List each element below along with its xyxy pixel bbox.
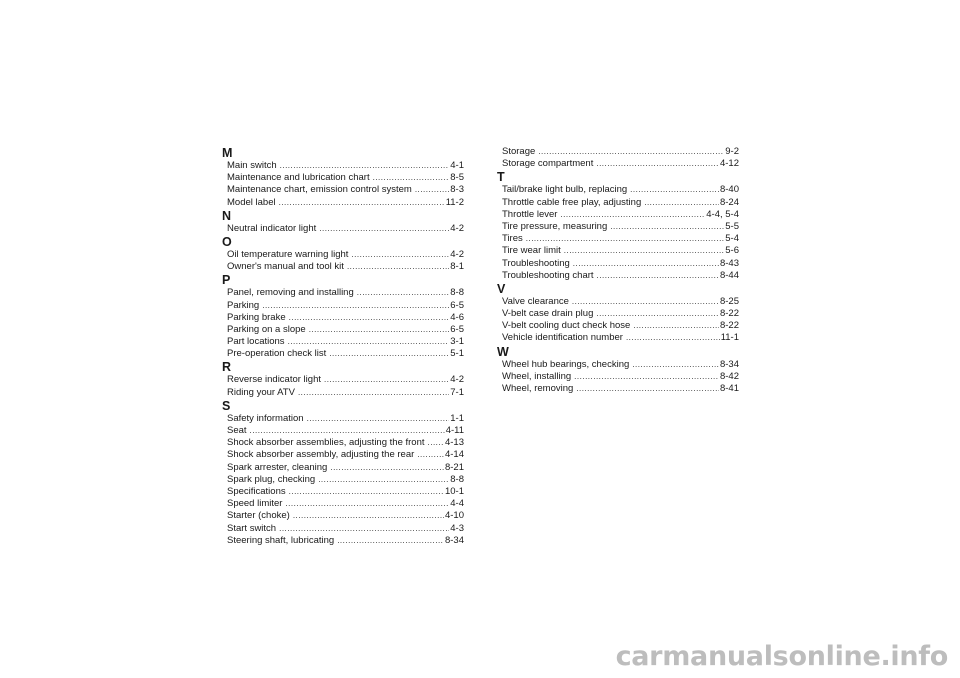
index-letter-heading: W [497,344,509,359]
index-entry-label: Reverse indicator light [227,374,321,386]
index-entry [496,270,739,282]
index-entry [496,184,739,196]
index-entry-page: 8-25 [719,295,739,307]
index-entry-page: 4-14 [444,449,464,461]
dot-leader [307,413,450,425]
index-entry [496,209,739,221]
dot-leader [632,359,719,371]
index-entry-page: 8-1 [450,261,464,273]
dot-leader [250,425,445,437]
index-entry [496,296,739,308]
index-entry-label: Start switch [227,522,277,534]
index-entry [221,486,464,498]
index-entry [221,184,464,196]
index-entry-label: Neutral indicator light [227,222,317,234]
index-entry-page: 11-1 [720,332,739,344]
dot-leader [288,336,450,348]
index-entry-label: Storage compartment [502,158,594,170]
index-entry [221,474,464,486]
index-entry-label: Tires [502,233,523,245]
index-entry-label: Oil temperature warning light [227,248,349,260]
index-entry [496,308,739,320]
index-entry-page: 4-4 [450,498,464,510]
index-entry-page: 4-12 [719,158,739,170]
index-entry-label: Part locations [227,336,285,348]
index-entry-page: 7-1 [450,386,464,398]
index-entry-page: 4-2 [450,222,464,234]
index-entry [221,160,464,172]
index-entry-page: 8-22 [719,308,739,320]
index-entry-page: 11-2 [445,196,464,208]
index-entry-page: 4-2 [450,248,464,260]
index-entry [496,233,739,245]
dot-leader [428,437,444,449]
index-entry-page: 8-43 [719,257,739,269]
index-entry-page: 8-21 [444,461,464,473]
index-entry-label: Storage [502,146,536,157]
index-entry-page: 4-13 [444,437,464,449]
dot-leader [329,348,449,360]
index-entry [496,258,739,270]
index-entry [221,425,464,437]
index-entry [221,437,464,449]
watermark: carmanualsonline.info [615,641,948,672]
index-letter-heading: R [222,360,232,375]
index-entry-label: Specifications [227,485,286,497]
index-entry [221,172,464,184]
dot-leader [576,383,719,395]
index-entry-label: Throttle lever [502,208,558,220]
index-entry-page: 5-5 [725,220,739,232]
dot-leader [572,296,719,308]
dot-leader [596,308,719,320]
index-entry [221,249,464,261]
index-entry-label: Speed limiter [227,498,283,510]
index-entry-page: 4-2 [450,374,464,386]
dot-leader [417,449,444,461]
index-entry-label: Throttle cable free play, adjusting [502,196,642,208]
index-entry-page: 4-4, 5-4 [706,208,739,220]
index-entry-label: Riding your ATV [227,386,295,398]
dot-leader [630,184,719,196]
index-entry-page: 8-42 [719,370,739,382]
index-entry-label: V-belt case drain plug [502,308,594,320]
index-entry [496,320,739,332]
dot-leader [560,209,705,221]
dot-leader [280,160,450,172]
index-entry [221,287,464,299]
index-letter-heading: V [497,281,506,296]
index-entry [496,158,739,170]
index-entry-page: 8-40 [719,184,739,196]
index-letter-heading: M [222,146,233,160]
index-entry-label: Tire wear limit [502,245,561,257]
index-entry-page: 4-3 [450,522,464,534]
index-entry-label: V-belt cooling duct check hose [502,320,631,332]
index-entry-label: Steering shaft, lubricating [227,534,335,546]
index-entry-label: Maintenance chart, emission control system [227,184,412,196]
index-entry [496,221,739,233]
index-entry-label: Pre-operation check list [227,348,327,360]
index-entry [221,312,464,324]
index-entry [221,413,464,425]
dot-leader [289,486,444,498]
dot-leader [318,474,449,486]
index-entry [496,245,739,257]
index-entry-page: 6-5 [450,323,464,335]
index-entry-page: 8-34 [444,534,464,546]
index-entry-label: Parking brake [227,311,286,323]
dot-leader [330,462,444,474]
dot-leader [351,249,449,261]
dot-leader [644,197,719,209]
index-entry-page: 8-44 [719,269,739,281]
index-entry-label: Valve clearance [502,295,569,307]
index-entry [221,336,464,348]
dot-leader [357,287,450,299]
dot-leader [373,172,450,184]
index-entry-page: 4-10 [444,510,464,522]
index-letter-heading: S [222,398,231,413]
index-entry-page: 10-1 [444,485,464,497]
index-entry-label: Shock absorber assemblies, adjusting the front [227,437,425,449]
dot-leader [415,184,449,196]
index-column-right [496,146,739,395]
index-entry [221,523,464,535]
index-entry [496,197,739,209]
index-entry-label: Seat [227,425,247,436]
index-entry-page: 8-41 [719,383,739,394]
index-entry [221,387,464,399]
index-entry-label: Troubleshooting [502,257,570,269]
index-entry-label: Troubleshooting chart [502,269,594,281]
dot-leader [626,332,720,344]
dot-leader [337,535,444,547]
index-entry-label: Shock absorber assembly, adjusting the rear [227,449,415,461]
index-entry-page: 4-1 [450,160,464,171]
index-entry-label: Starter (choke) [227,510,290,522]
index-entry-page: 4-6 [450,311,464,323]
index-entry-page: 8-8 [450,287,464,299]
index-entry-page: 8-3 [450,184,464,196]
index-entry-page: 4-11 [445,425,464,436]
dot-leader [279,523,449,535]
dot-leader [262,300,449,312]
index-entry [221,510,464,522]
index-entry-page: 8-5 [450,172,464,184]
index-entry-label: Wheel, installing [502,370,572,382]
index-entry [221,449,464,461]
index-entry-label: Owner's manual and tool kit [227,261,344,273]
index-entry [221,535,464,547]
index-entry-label: Vehicle identification number [502,332,623,344]
dot-leader [597,270,719,282]
index-entry-page: 6-5 [450,299,464,311]
index-entry-label: Tail/brake light bulb, replacing [502,184,628,196]
index-entry-label: Spark plug, checking [227,473,316,485]
index-entry [221,197,464,209]
index-letter-heading: N [222,208,232,223]
dot-leader [309,324,450,336]
index-entry [496,146,739,158]
index-entry-label: Model label [227,196,276,208]
index-entry-page: 1-1 [450,412,464,424]
index-entry [221,348,464,360]
index-entry [221,300,464,312]
index-entry-page: 5-1 [450,348,464,360]
index-entry-page: 5-6 [725,245,739,257]
dot-leader [596,158,719,170]
index-entry [221,462,464,474]
index-letter-heading: O [222,234,232,249]
dot-leader [573,258,719,270]
index-entry [221,324,464,336]
index-entry-page: 8-34 [719,358,739,370]
dot-leader [574,371,719,383]
index-entry-label: Panel, removing and installing [227,287,354,299]
dot-leader [324,374,449,386]
index-entry-page: 9-2 [725,146,739,157]
dot-leader [298,387,449,399]
index-entry [496,383,739,395]
index-entry [221,374,464,386]
index-entry-label: Main switch [227,160,277,171]
index-entry-label: Maintenance and lubrication chart [227,172,370,184]
index-entry-label: Wheel hub bearings, checking [502,358,630,370]
index-entry-page: 5-4 [725,233,739,245]
index-letter-heading: T [497,170,505,185]
index-column-left [221,146,464,547]
index-entry-page: 3-1 [450,336,464,348]
dot-leader [526,233,725,245]
index-entry [496,371,739,383]
dot-leader [279,197,445,209]
index-entry [221,223,464,235]
dot-leader [289,312,450,324]
dot-leader [285,498,449,510]
index-entry-label: Parking on a slope [227,323,306,335]
dot-leader [347,261,449,273]
index-entry-page: 8-24 [719,196,739,208]
index-entry [221,261,464,273]
index-entry-label: Parking [227,299,260,311]
index-entry [496,332,739,344]
dot-leader [293,510,444,522]
dot-leader [538,146,724,158]
dot-leader [564,245,725,257]
index-entry-label: Wheel, removing [502,383,574,394]
index-letter-heading: P [222,273,231,288]
dot-leader [319,223,449,235]
index-entry-page: 8-22 [719,320,739,332]
dot-leader [610,221,724,233]
index-entry [496,359,739,371]
index-entry-label: Safety information [227,412,304,424]
index-entry-label: Tire pressure, measuring [502,220,608,232]
index-entry [221,498,464,510]
index-entry-label: Spark arrester, cleaning [227,461,328,473]
dot-leader [633,320,719,332]
index-entry-page: 8-8 [450,473,464,485]
